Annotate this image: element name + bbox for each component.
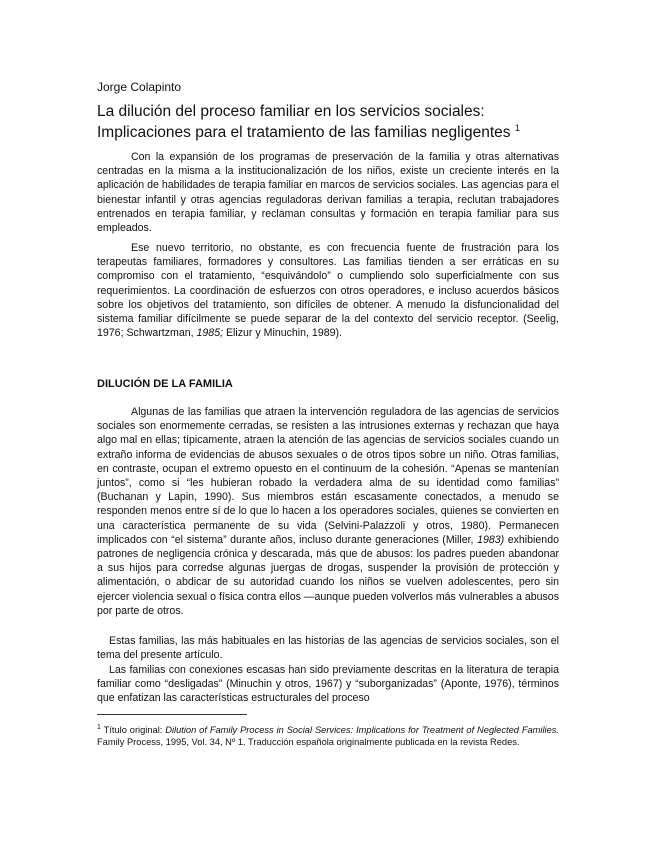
title-line-2: Implicaciones para el tratamiento de las familias negligentes (97, 124, 511, 142)
intro-p2-text-a: Ese nuevo territorio, no obstante, es con frecuencia fuente de frustración para los terapeutas familiares, formadores y consultores. Las familias tienden a ser erráticas en su compromiso con el tratamiento, “esquivándolo” o cumpliendo solo superficialmente con sus requerimientos. La coordinación de esfuerzos con otros operadores, e incluso acuerdos básicos sobre los objetivos del tratamiento, son difíciles de obtener. A menudo la disfuncionalidad del sistema familiar difícilmente se puede separar de la del contexto del servicio receptor. (Seelig, 1976; Schwartzman, (97, 242, 559, 340)
intro-paragraph-1: Con la expansión de los programas de preservación de la familia y otras alternativas centradas en la misma a la institucionalización de los niños, existe un creciente interés en la aplicación de habilidades de terapia familiar en marcos de servicios sociales. Las agencias para el bienestar infantil y otras agencias reguladoras derivan familias a terapia, reclutan trabajadores entrenados en terapia familiar, y reclaman consultas y formación en terapia familiar para sus empleados. (97, 151, 559, 235)
intro-p2-text-b: Elizur y Minuchin, 1989). (223, 327, 342, 340)
section-p1-text-b: exhibiendo patrones de negligencia crónica y descarada, más que de abusos: los padres pueden abandonar a sus hijos para corredse algunas juergas de drogas, suspender la provisión de protección y alimentación, o abdicar de su autoridad cuando los niños se vuelven adolescentes, pero sin ejercer violencia sexual o física contra ellos —aunque pueden volverlos más vulnerables a abusos por parte de otros. (97, 533, 559, 617)
section-paragraph-1 (97, 405, 559, 618)
footnote-prefix: Título original: (100, 725, 166, 736)
section-paragraph-2: Estas familias, las más habituales en las historias de las agencias de servicios sociales, son el tema del presente artículo. (97, 635, 559, 662)
intro-p2-year: 1985; (196, 327, 224, 340)
footnote-marker: 1 (97, 724, 101, 731)
title-footnote-marker: 1 (514, 123, 520, 133)
author-name: Jorge Colapinto (97, 80, 182, 94)
intro-paragraph-2 (97, 241, 559, 340)
footnote-rest: Family Process, 1995, Vol. 34, Nº 1. Traducción española originalmente publicada en la revista Redes. (97, 737, 520, 748)
section-p1-year: 1983) (477, 533, 505, 546)
section-paragraph-3: Las familias con conexiones escasas han sido previamente descritas en la literatura de terapia familiar como “desligadas” (Minuchin y otros, 1967) y “suborganizadas” (Aponte, 1976), términos que enfatizan las características estructurales del proceso (97, 664, 559, 705)
section-p1-text-a: Algunas de las familias que atraen la intervención reguladora de las agencias de servicios sociales son enormemente cerradas, se resisten a las intrusiones externas y rechazan que haya algo mal en ellas; típicamente, atraen la atención de las agencias de servicios sociales cuando un extraño informa de evidencias de abusos sexuales o de otros tipos sobre un niño. Otras familias, en contraste, ocupan el extremo opuesto en el continuum de la cohesión. “Apenas se mantenían juntos”, como si “les hubieran robado la verdadera alma de su identidad como familias” (Buchanan y Lapin, 1990). Sus miembros están escasamente conectados, a menudo se responden menos entre sí de lo que lo hacen a los operadores sociales, quienes se convierten en una característica permanente de su vida (Selvini-Palazzoli y otros, 1980). Permanecen implicados con “el sistema” durante años, incluso durante generaciones (Miller, (97, 406, 559, 546)
footnote-separator (97, 714, 247, 715)
footnote-original-title: Dilution of Family Process in Social Services: Implications for Treatment of Neglected Families. (165, 725, 560, 736)
article-title (97, 103, 559, 141)
section-heading: DILUCIÓN DE LA FAMILIA (97, 378, 233, 390)
footnote (97, 722, 559, 749)
title-line-1: La dilución del proceso familiar en los servicios sociales: (97, 103, 485, 120)
